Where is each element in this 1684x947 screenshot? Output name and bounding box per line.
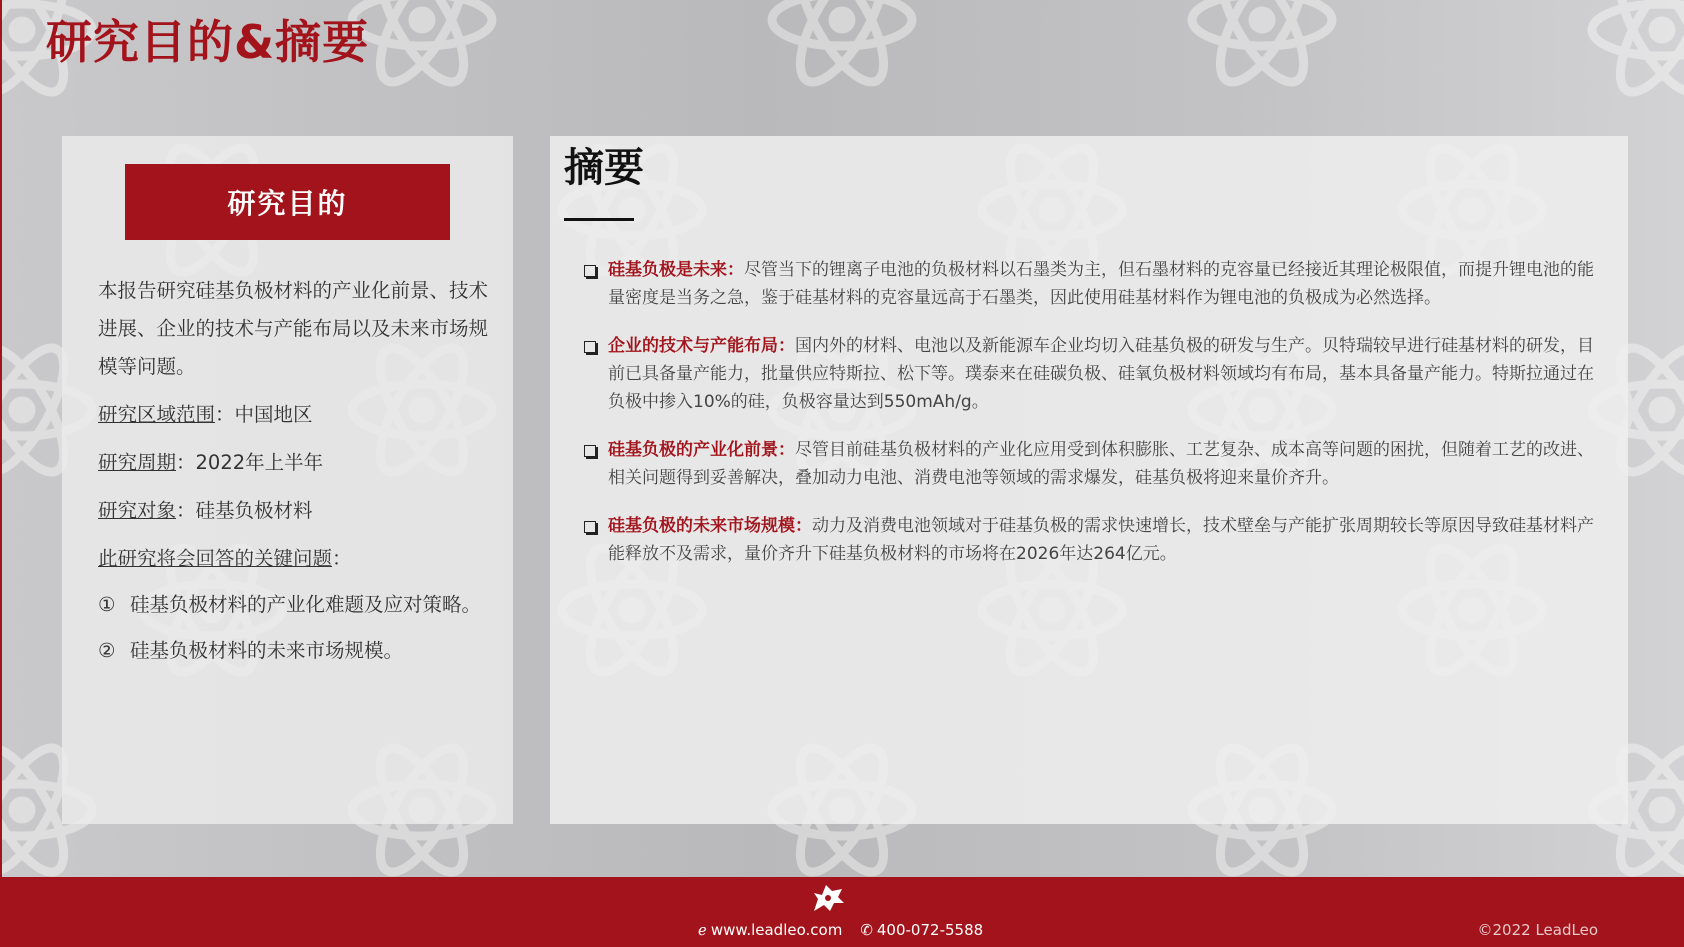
meta-label: 研究周期 [98, 451, 177, 474]
square-bullet-icon [584, 445, 596, 457]
square-bullet-icon [584, 265, 596, 277]
square-bullet-icon [584, 341, 596, 353]
abstract-item-body: 尽管当下的锂离子电池的负极材料以石墨类为主，但石墨材料的克容量已经接近其理论极限值，而提升锂电池的能量密度是当务之急，鉴于硅基材料的克容量远高于石墨类，因此使用硅基材料作为锂电池的负极成为必然选择。 [608, 260, 1594, 308]
research-purpose-panel [62, 136, 513, 824]
meta-value: ：2022年上半年 [176, 451, 324, 474]
research-intro: 本报告研究硅基负极材料的产业化前景、技术进展、企业的技术与产能布局以及未来市场规模等问题。 [98, 279, 489, 378]
question-number: ① [98, 593, 116, 616]
question-number: ② [98, 639, 116, 662]
footer-bar [2, 877, 1684, 947]
research-purpose-banner: 研究目的 [125, 164, 450, 240]
copyright-text: ©2022 LeadLeo [1477, 921, 1598, 939]
phone-contact [860, 921, 983, 939]
website-text: www.leadleo.com [710, 921, 843, 939]
research-region [98, 396, 488, 434]
meta-value: ：中国地区 [215, 403, 313, 426]
abstract-item-heading: 硅基负极是未来： [608, 260, 744, 280]
key-questions-heading [98, 540, 488, 578]
abstract-item-heading: 企业的技术与产能布局： [608, 336, 795, 356]
meta-label: 此研究将会回答的关键问题 [98, 547, 333, 570]
abstract-item-heading: 硅基负极的未来市场规模： [608, 516, 812, 536]
abstract-panel [550, 136, 1628, 824]
abstract-list [584, 256, 1602, 588]
research-purpose-body [98, 272, 488, 670]
meta-value: ： [332, 547, 352, 570]
abstract-item-heading: 硅基负极的产业化前景： [608, 440, 795, 460]
website-link[interactable] [698, 921, 842, 939]
phone-text: 400-072-5588 [876, 921, 984, 939]
question-text: 硅基负极材料的产业化难题及应对策略。 [130, 593, 482, 616]
abstract-item [584, 332, 1602, 416]
page-title: 研究目的&摘要 [46, 15, 370, 69]
meta-label: 研究区域范围 [98, 403, 216, 426]
abstract-item-body: 动力及消费电池领域对于硅基负极的需求快速增长，技术壁垒与产能扩张周期较长等原因导致硅基材料产能释放不及需求，量价齐升下硅基负极材料的市场将在2026年达264亿元。 [608, 516, 1594, 564]
meta-label: 研究对象 [98, 499, 177, 522]
abstract-title: 摘要 [564, 145, 644, 191]
abstract-item-body: 尽管目前硅基负极材料的产业化应用受到体积膨胀、工艺复杂、成本高等问题的困扰，但随着工艺的改进、相关问题得到妥善解决，叠加动力电池、消费电池等领域的需求爆发，硅基负极将迎来量价齐升。 [608, 440, 1594, 488]
phone-icon: ✆ [860, 921, 873, 939]
leadleo-logo-icon [808, 881, 848, 917]
abstract-item-body: 国内外的材料、电池以及新能源车企业均切入硅基负极的研发与生产。贝特瑞较早进行硅基材料的研发，目前已具备量产能力，批量供应特斯拉、松下等。璞泰来在硅碳负极、硅氧负极材料领域均有布局，基本具备量产能力。特斯拉通过在负极中掺入10%的硅，负极容量达到550mAh/g。 [608, 336, 1594, 412]
abstract-item [584, 436, 1602, 492]
meta-value: ：硅基负极材料 [176, 499, 313, 522]
abstract-item [584, 256, 1602, 312]
abstract-item [584, 512, 1602, 568]
key-question-item [98, 586, 488, 624]
title-underline [564, 218, 634, 221]
key-question-item [98, 632, 488, 670]
footer-contact [698, 921, 983, 939]
square-bullet-icon [584, 521, 596, 533]
question-text: 硅基负极材料的未来市场规模。 [130, 639, 404, 662]
web-icon: ℯ [698, 921, 707, 939]
research-period [98, 444, 488, 482]
research-subject [98, 492, 488, 530]
